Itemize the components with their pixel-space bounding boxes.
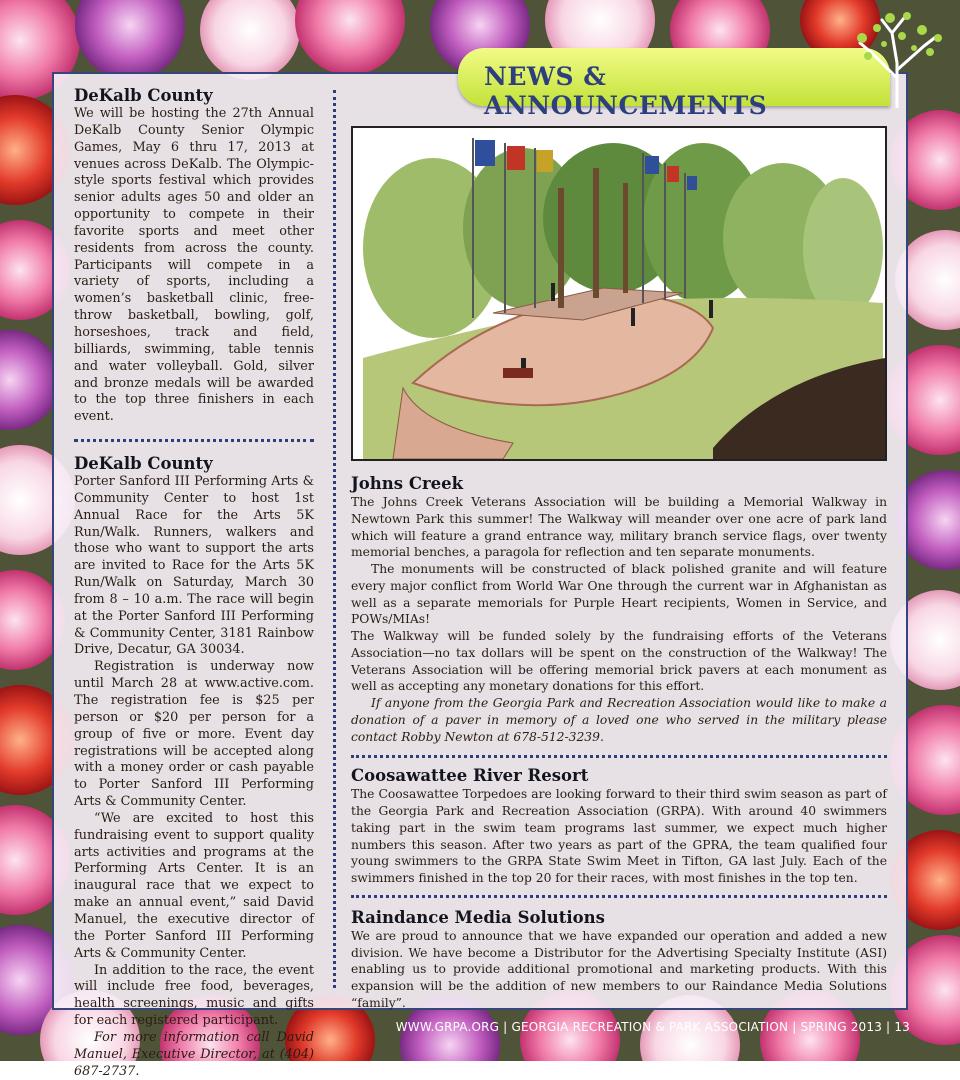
article-paragraph: The monuments will be constructed of black polished granite and will feature every major conflict from World War One through the current war in Afghanistan as well as a separate memorials for Purple Heart recipients, Women in Service, and POWs/MIAs! (351, 562, 887, 627)
page-footer: WWW.GRPA.ORG | GEORGIA RECREATION & PARK ASSOCIATION | SPRING 2013 | 13 (395, 1020, 910, 1034)
article-heading: Raindance Media Solutions (351, 907, 605, 927)
section-header-tab (458, 48, 890, 120)
tree-logo-icon (842, 8, 952, 108)
article-paragraph: The Walkway will be funded solely by the fundraising efforts of the Veterans Association—no tax dollars will be spent on the construction of the Walkway! The Veterans Association will be offering memorial brick pavers at each monument as well as accepting any monetary donations for this effort. (351, 629, 887, 694)
left-column (74, 86, 314, 1080)
contact-note: If anyone from the Georgia Park and Recreation Association would like to make a donation of a paver in memory of a loved one who served in the military please contact Robby Newton at 678-512-3239. (351, 696, 887, 744)
article-body: We will be hosting the 27th Annual DeKalb County Senior Olympic Games, May 6 thru 17, 2013 at venues across DeKalb. The Olympic-style sports festival which provides senior adults ages 50 and older an opportunity to compete in their favorite sports and meet other residents from across the county. Participants will compete in a variety of sports, including a women’s basketball clinic, free-throw basketball, bowling, golf, horseshoes, track and field, billiards, swimming, table tennis and water volleyball. Gold, silver and bronze medals will be awarded to the top three finishers in each event. (74, 106, 314, 425)
section-title: NEWS & ANNOUNCEMENTS (484, 62, 768, 120)
memorial-walkway-illustration (351, 126, 887, 461)
article-body: We are proud to announce that we have expanded our operation and added a new division. We have become a Distributor for the Advertising Specialty Institute (ASI) enabling us to provide additional promotional and marketing products. With this expansion will be the addition of new members to our Raindance Media Solutions “family”. (351, 928, 887, 1010)
article-heading: Johns Creek (351, 474, 464, 493)
article-paragraph: Registration is underway now until March 28 at www.active.com. The registration fee is $25 per person or $20 per person for a group of five or more. Event day registrations will be accepted along with a money order or cash payable to Porter Sanford III Performing Arts & Community Center. (74, 659, 314, 810)
article-body: The Coosawattee Torpedoes are looking forward to their third swim season as part of the Georgia Park and Recreation Association (GRPA). With around 40 swimmers taking part in the swim team programs last summer, we expect much higher numbers this season. After two years as part of the GPRA, the team qualified four young swimmers to the GRPA State Swim Meet in Tifton, GA last July. Each of the swimmers finished in the top 20 for their races, with most finishes in the top ten. (351, 787, 887, 885)
right-column (351, 474, 887, 1012)
divider (74, 439, 314, 442)
article-paragraph: Porter Sanford III Performing Arts & Community Center to host 1st Annual Race for the Arts 5K Run/Walk. Runners, walkers and those who want to support the arts are invited to Race for the Arts 5K Run/Walk on Saturday, March 30 from 8 – 10 a.m. The race will begin at the Porter Sanford III Performing & Community Center, 3181 Rainbow Drive, Decatur, GA 30034. (74, 474, 314, 658)
column-divider (333, 90, 336, 988)
article-paragraph: The Johns Creek Veterans Association will be building a Memorial Walkway in Newtown Park this summer! The Walkway will meander over one acre of park land which will feature a grand entrance way, military branch service flags, over twenty memorial benches, a paragola for reflection and ten separate monuments. (351, 495, 887, 560)
contact-note: For more information call David Manuel, Executive Director, at (404) 687-2737. (74, 1029, 314, 1079)
divider (351, 895, 887, 898)
article-paragraph: In addition to the race, the event will include free food, beverages, health screenings, music and gifts for each registered participant. (74, 962, 314, 1029)
article-heading: Coosawattee River Resort (351, 766, 589, 786)
article-paragraph: “We are excited to host this fundraising event to support quality arts activities and programs at the Performing Arts Center. It is an inaugural race that we expect to make an annual event,” said David Manuel, the executive director of the Porter Sanford III Performing Arts & Community Center. (74, 810, 314, 961)
article-heading: DeKalb County (74, 454, 213, 474)
divider (351, 755, 887, 758)
article-heading: DeKalb County (74, 86, 213, 105)
